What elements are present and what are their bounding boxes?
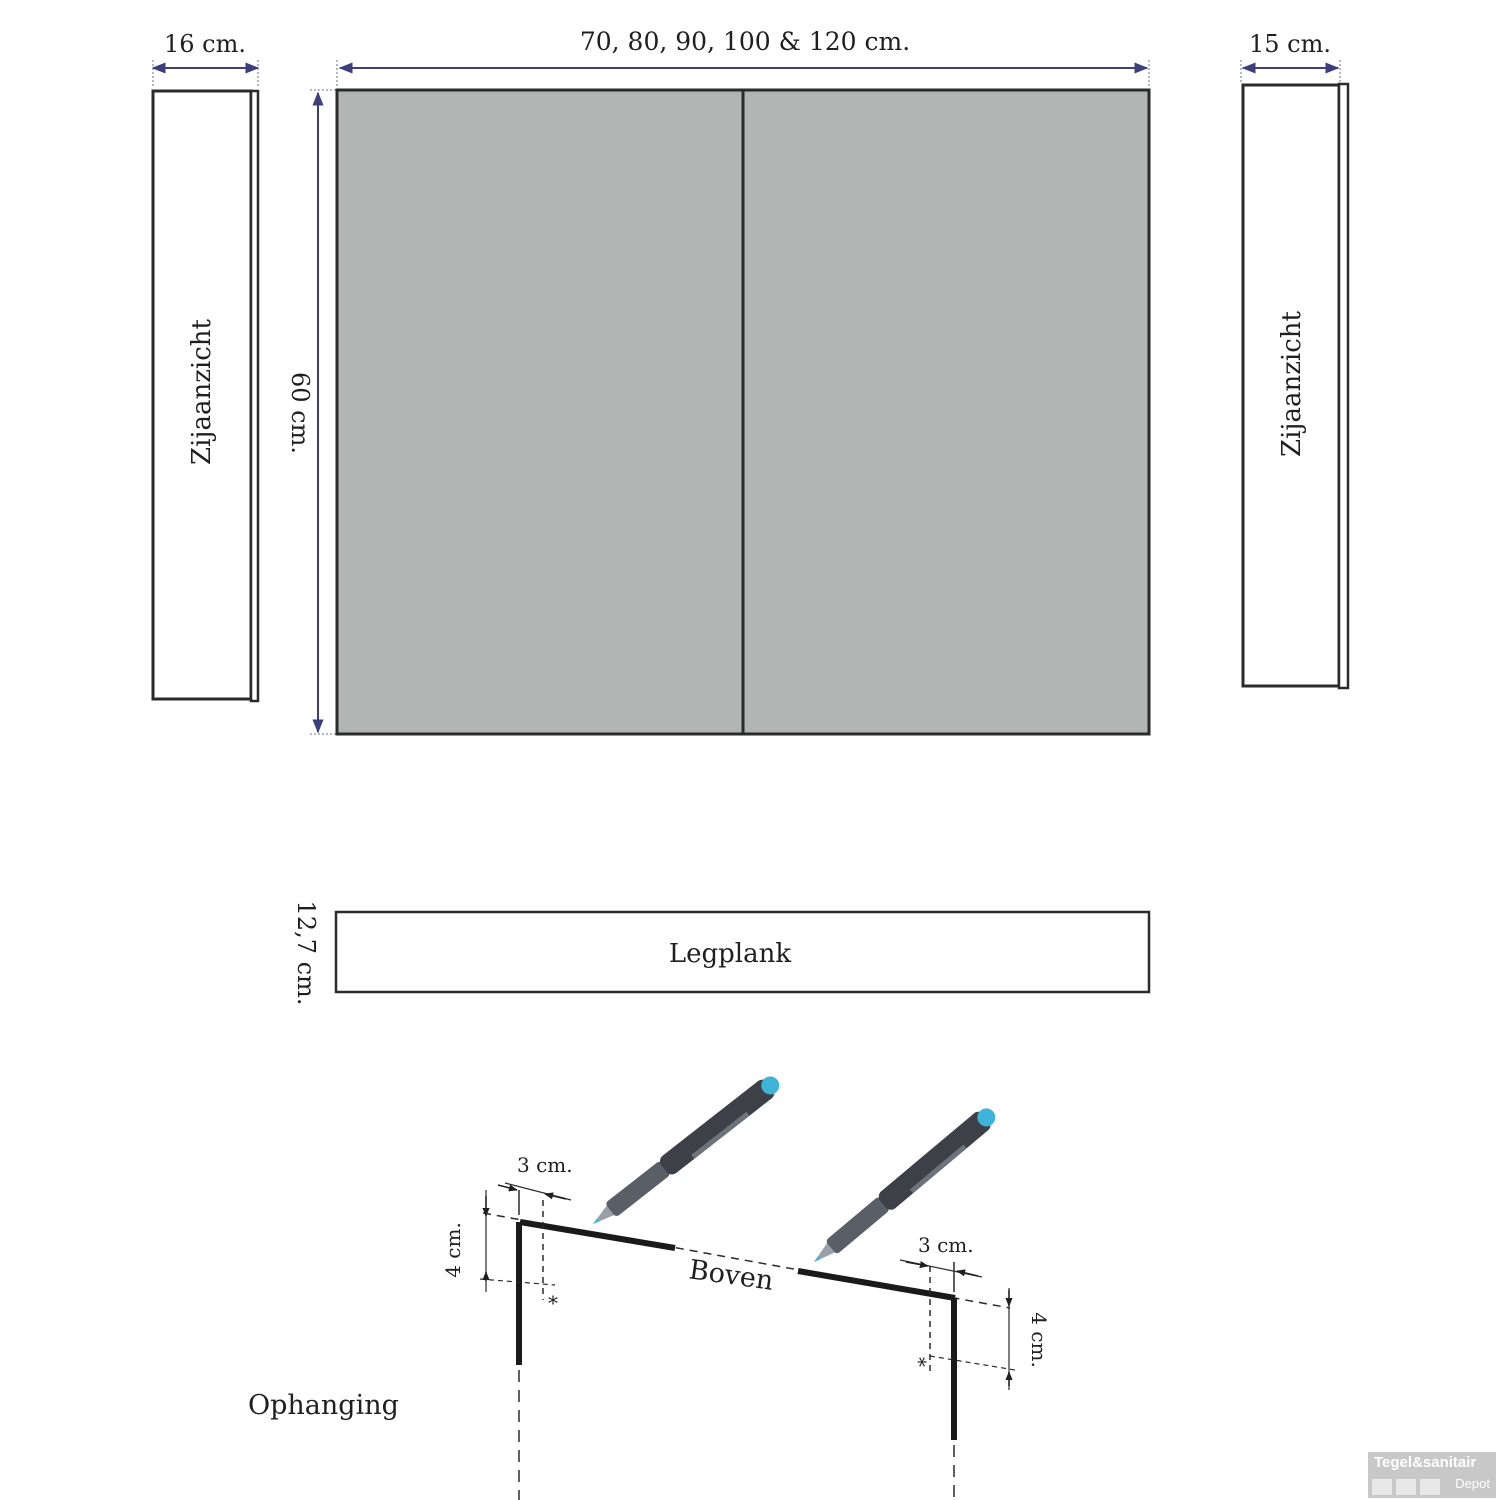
- front-view: [286, 27, 1149, 734]
- hanging-label: Ophanging: [248, 1390, 399, 1421]
- hanging-diagram: [248, 1071, 1051, 1500]
- watermark-line2: Depot: [1455, 1476, 1490, 1491]
- left-side-view-label: Zijaanzicht: [187, 319, 217, 465]
- right-depth-label: 15 cm.: [1249, 30, 1331, 58]
- right-marker: *: [907, 1357, 931, 1367]
- left-side-view: [153, 30, 258, 701]
- watermark-logo: [1368, 1452, 1496, 1498]
- left-door-edge: [251, 91, 258, 701]
- watermark-line1: Tegel&sanitair: [1374, 1454, 1477, 1471]
- left-offset-label: 3 cm.: [517, 1153, 573, 1177]
- right-offset-label: 3 cm.: [918, 1233, 974, 1257]
- shelf-label: Legplank: [668, 939, 792, 969]
- shelf-depth-label: 12,7 cm.: [292, 900, 320, 1006]
- left-depth-label: 16 cm.: [164, 30, 246, 58]
- right-side-view: [1241, 30, 1348, 688]
- top-label: Boven: [687, 1254, 776, 1297]
- left-drop-label: 4 cm.: [441, 1222, 465, 1278]
- left-pencil-icon: [586, 1071, 784, 1232]
- right-top-mark: [798, 1271, 955, 1298]
- shelf-view: [292, 901, 1149, 1006]
- width-label: 70, 80, 90, 100 & 120 cm.: [579, 27, 911, 56]
- right-drop-label: 4 cm.: [1027, 1312, 1051, 1368]
- left-marker: *: [548, 1291, 558, 1315]
- right-door-edge: [1339, 84, 1348, 688]
- drop-icon: [1372, 1479, 1392, 1495]
- right-side-view-label: Zijaanzicht: [1277, 311, 1307, 457]
- height-label: 60 cm.: [286, 372, 314, 454]
